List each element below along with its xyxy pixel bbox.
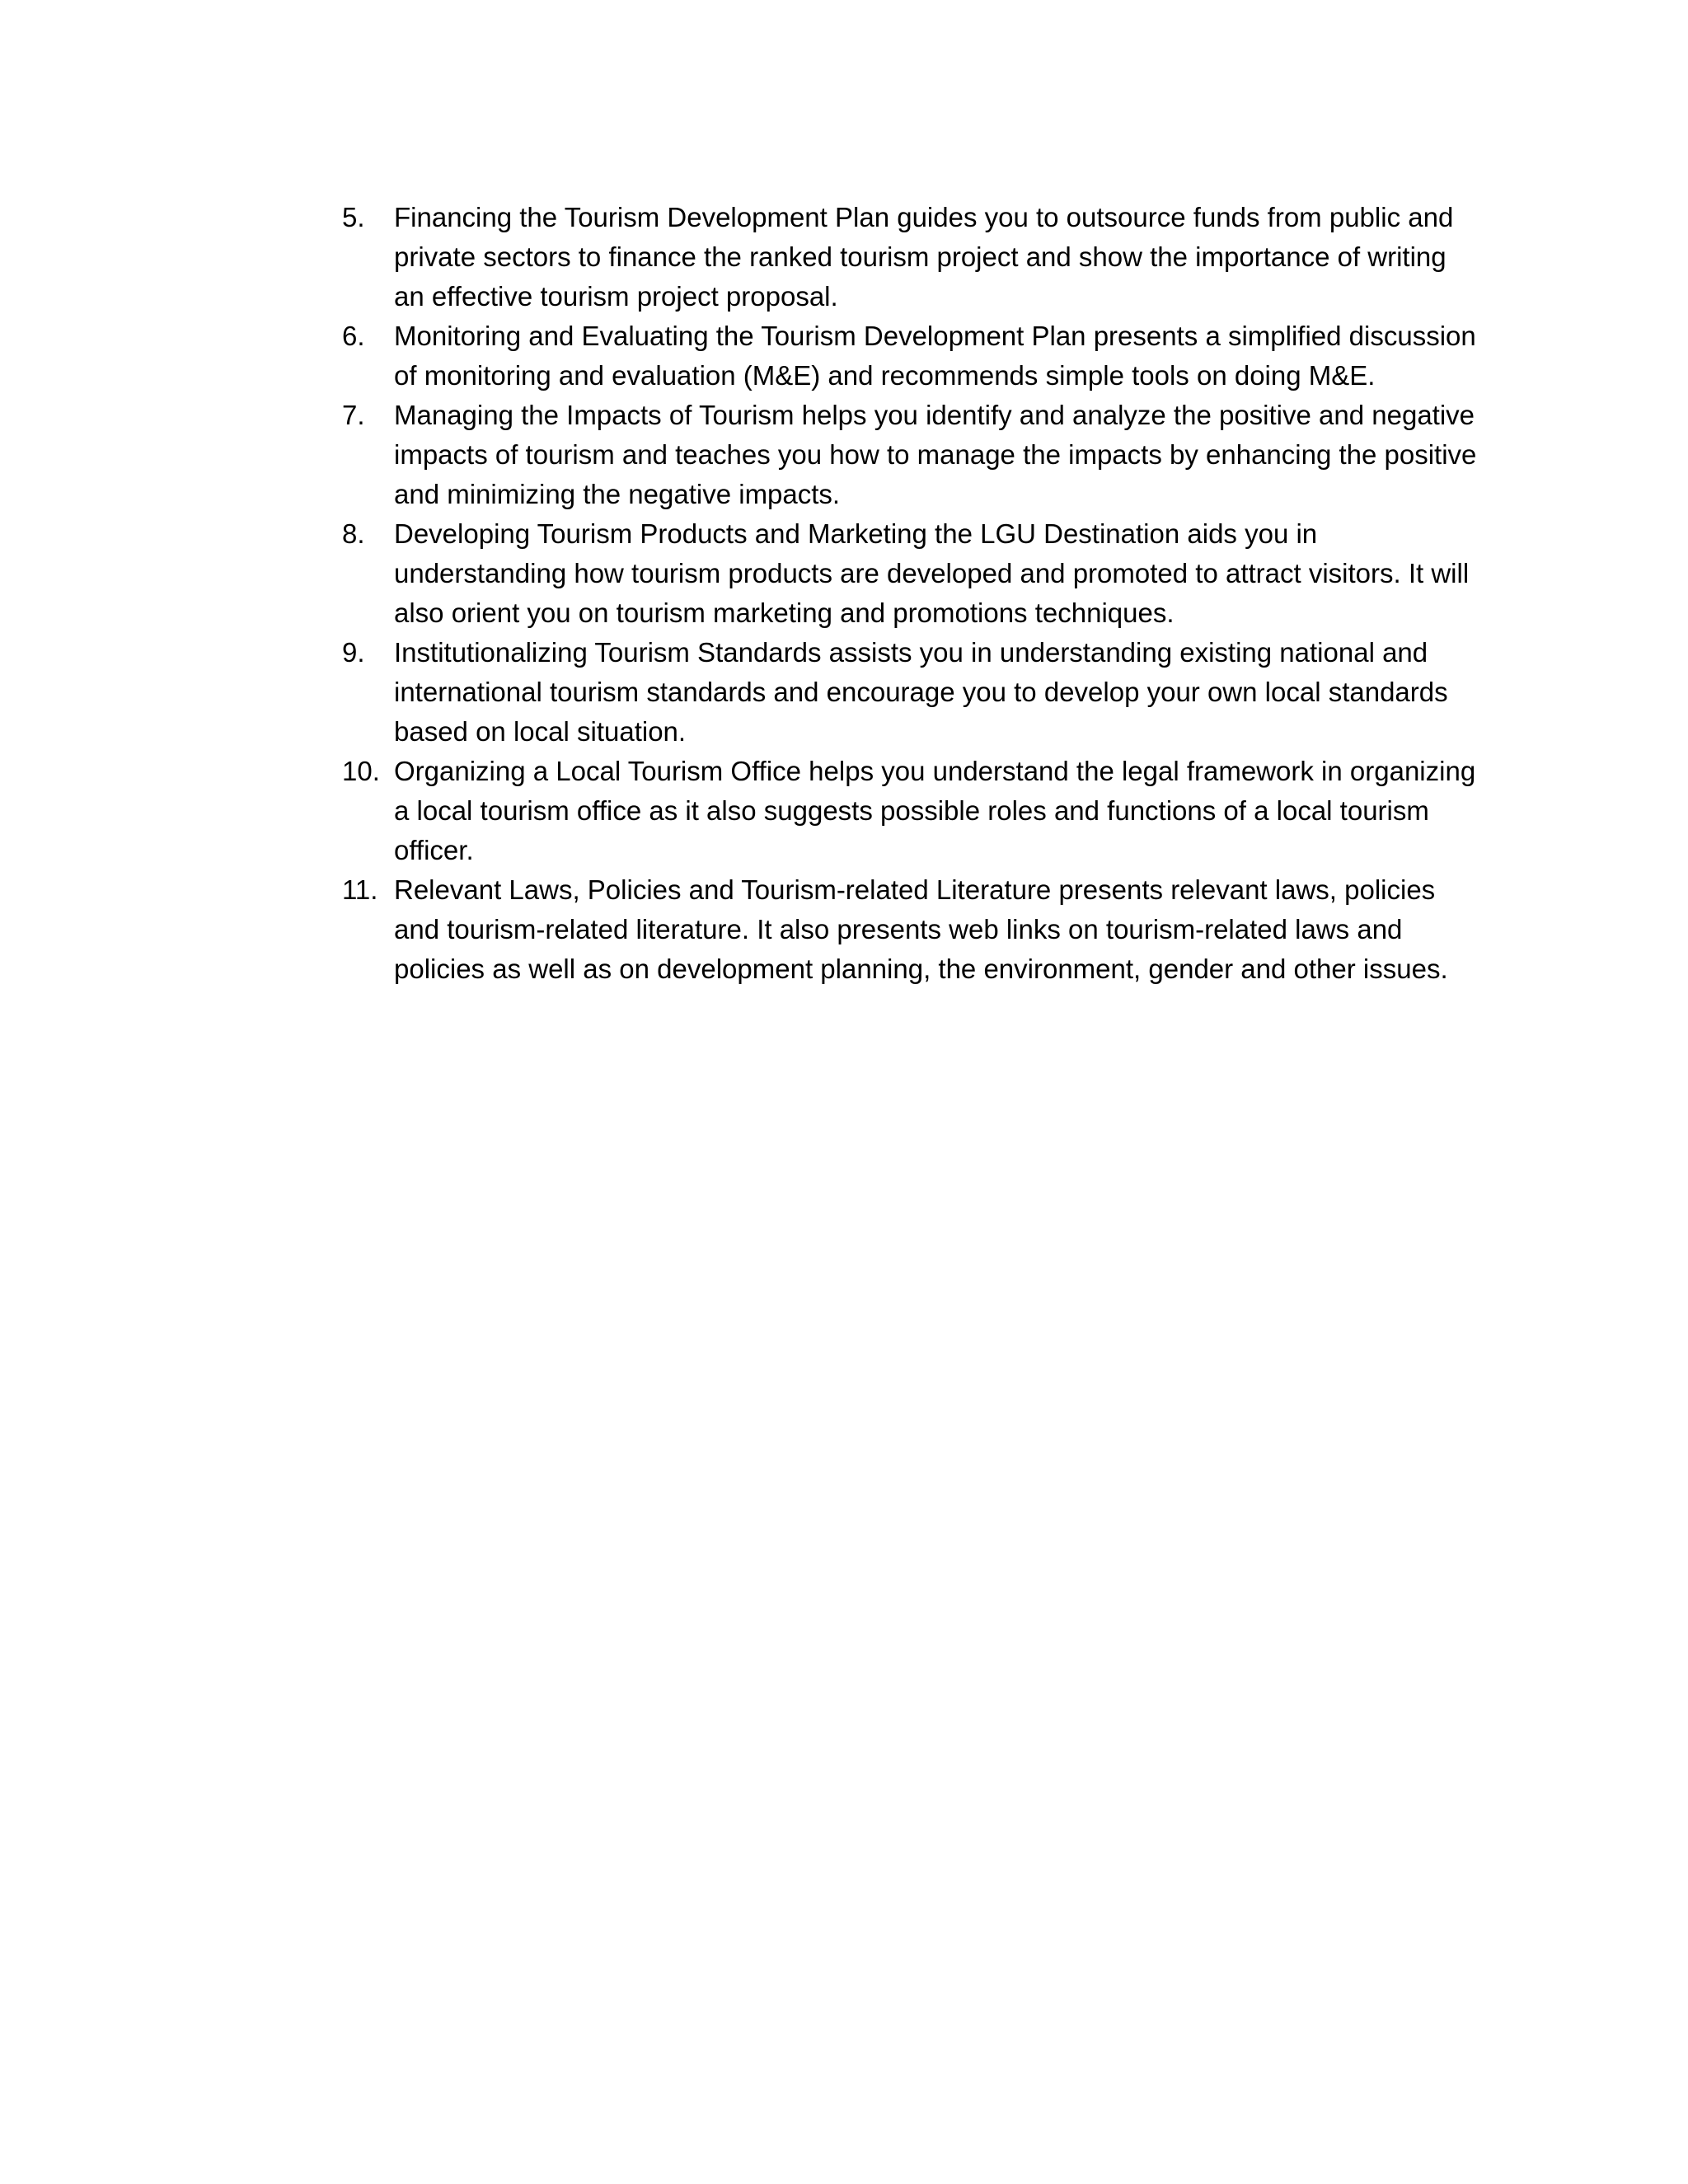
list-item xyxy=(342,870,1479,989)
list-item-number: 6. xyxy=(342,321,365,351)
list-item-text: Developing Tourism Products and Marketing the LGU Destination aids you in understanding how tourism products are developed and promoted to attract visitors. It will also orient you on tourism marketing and promotions techniques. xyxy=(394,518,1470,628)
list-item xyxy=(342,752,1479,870)
list-item xyxy=(342,633,1479,752)
list-item-text: Institutionalizing Tourism Standards assists you in understanding existing national and international tourism standards and encourage you to develop your own local standards based on local situation. xyxy=(394,637,1448,747)
list-item-number: 8. xyxy=(342,518,365,549)
list-item-number: 10. xyxy=(342,756,380,786)
list-item-number: 7. xyxy=(342,400,365,430)
list-item-text: Organizing a Local Tourism Office helps you understand the legal framework in organizing a local tourism office as it also suggests possible roles and functions of a local tourism officer. xyxy=(394,756,1476,865)
numbered-list xyxy=(342,198,1479,989)
list-item-number: 11. xyxy=(342,874,378,905)
list-item-text: Managing the Impacts of Tourism helps you identify and analyze the positive and negative impacts of tourism and teaches you how to manage the impacts by enhancing the positive and minimizing the negative impacts. xyxy=(394,400,1477,509)
list-item-text: Relevant Laws, Policies and Tourism-related Literature presents relevant laws, policies and tourism-related literature. It also presents web links on tourism-related laws and policies as well as on development planning, the environment, gender and other issues. xyxy=(394,874,1448,984)
list-item-number: 9. xyxy=(342,637,365,668)
list-item-text: Monitoring and Evaluating the Tourism Development Plan presents a simplified discussion of monitoring and evaluation (M&E) and recommends simple tools on doing M&E. xyxy=(394,321,1476,391)
list-item xyxy=(342,316,1479,396)
list-item xyxy=(342,396,1479,514)
list-item xyxy=(342,514,1479,633)
list-item xyxy=(342,198,1479,316)
list-item-number: 5. xyxy=(342,202,365,232)
list-item-text: Financing the Tourism Development Plan guides you to outsource funds from public and private sectors to finance the ranked tourism project and show the importance of writing an effective tourism project proposal. xyxy=(394,202,1454,312)
